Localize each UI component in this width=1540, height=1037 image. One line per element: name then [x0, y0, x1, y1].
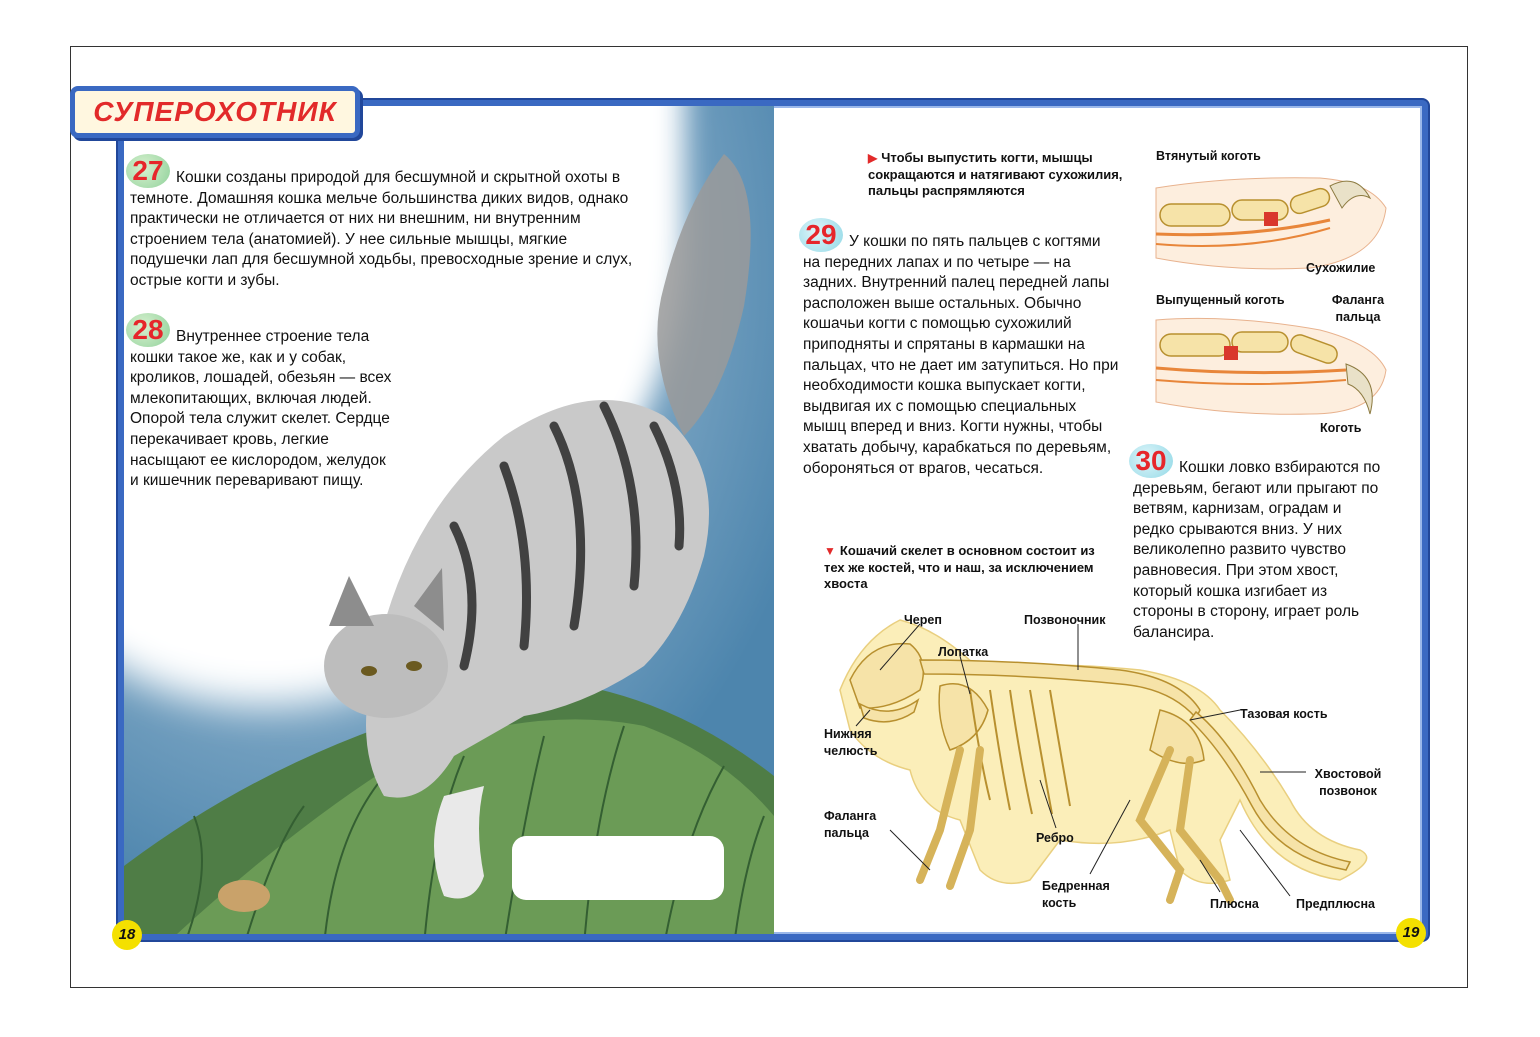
fact-number-27: 27 — [126, 154, 170, 188]
page-title: СУПЕРОХОТНИК — [93, 96, 337, 127]
fact-27 — [130, 155, 645, 292]
label-rib: Ребро — [1036, 831, 1074, 845]
label-scapula: Лопатка — [938, 645, 989, 659]
label-femur: Бедренная кость — [1042, 879, 1110, 910]
fact-30-text: Кошки ловко взбираются по деревьям, бегают или прыгают по ветвям, карнизам, оградам и редко срываются вниз. У них великолепно развито чувство равновесия. При этом хвост, который кошка изгибает из стороны в сторону, играет роль балансира. — [1133, 459, 1381, 641]
fact-number-28: 28 — [126, 313, 170, 347]
label-retracted-claw: Втянутый коготь — [1156, 149, 1261, 163]
mouse — [218, 880, 270, 912]
label-skull: Череп — [904, 613, 942, 627]
label-claw: Коготь — [1320, 421, 1362, 435]
caption-box — [512, 836, 724, 900]
label-extended-claw: Выпущенный коготь — [1156, 293, 1285, 307]
caption-skeleton-text: Кошачий скелет в основном состоит из тех же костей, что и наш, за исключением хвоста — [824, 543, 1095, 591]
fact-27-text: Кошки созданы природой для бесшумной и скрытной охоты в темноте. Домашняя кошка мельче большинства диких видов, однако практически не отличается от них ни внешним, ни внутренним строением тела (анатомией). У нее сильные мышцы, мягкие подушечки лап для бесшумной ходьбы, превосходные зрение и слух, острые когти и зубы. — [130, 169, 633, 289]
page-number-right: 19 — [1396, 918, 1426, 948]
label-metatarsus: Плюсна — [1210, 897, 1259, 911]
title-box — [70, 86, 360, 138]
label-tarsus: Предплюсна — [1296, 897, 1375, 911]
label-jaw: Нижняя челюсть — [824, 727, 878, 758]
label-claw-phalanx: Фаланга пальца — [1331, 293, 1385, 324]
fact-29-text: У кошки по пять пальцев с когтями на передних лапах и по четыре — на задних. Внутренний палец передней лапы расположен выше остальных. Обычно кошачьи когти с помощью сухожилий приподняты и спрятаны в кармашки на пальцах, что не дает им затупиться. Но при необходимости кошка выпускает когти, выдвигая их с помощью специальных мышц вперед и вниз. Когти нужны, чтобы хватать добычу, карабкаться по деревьям, обороняться от врагов, чесаться. — [803, 233, 1119, 477]
extended-claw-diagram — [1150, 310, 1390, 420]
page-number-left: 18 — [112, 920, 142, 950]
fact-28 — [130, 314, 398, 492]
label-pelvis: Тазовая кость — [1240, 707, 1328, 721]
caption-claws — [868, 150, 1130, 200]
fact-29 — [803, 219, 1121, 479]
caption-skeleton — [824, 543, 1109, 593]
triangle-right-icon: ▶ — [868, 151, 878, 165]
triangle-down-icon: ▼ — [824, 544, 836, 558]
fact-28-text: Внутреннее строение тела кошки такое же, как и у собак, кроликов, лошадей, обезьян — всех млекопитающих, включая людей. Опорой тела служит скелет. Сердце перекачивает кровь, легкие насыщают ее кислородом, желудок и кишечник переваривают пищу. — [130, 328, 392, 490]
label-tail: Хвостовой позвонок — [1314, 767, 1382, 798]
fact-number-29: 29 — [799, 218, 843, 252]
label-spine: Позвоночник — [1024, 613, 1106, 627]
fact-number-30: 30 — [1129, 444, 1173, 478]
label-tendon: Сухожилие — [1306, 261, 1376, 275]
label-phalanx: Фаланга пальца — [824, 809, 877, 840]
caption-claws-text: Чтобы выпустить когти, мышцы сокращаются и натягивают сухожилия, пальцы распрямляются — [868, 150, 1123, 198]
skeleton-leader-lines — [820, 600, 1400, 910]
fact-30 — [1133, 445, 1383, 643]
